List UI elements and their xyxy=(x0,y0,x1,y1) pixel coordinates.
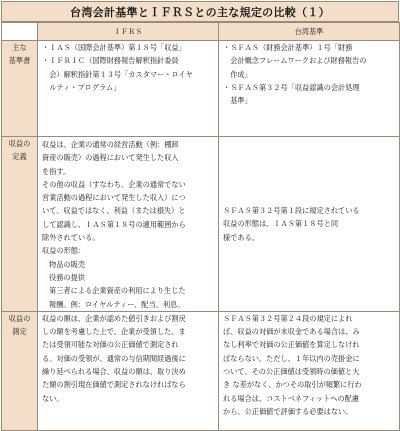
text-line: たは受領可能な対価の公正価値で測定され xyxy=(42,340,179,350)
text-line: ・ＳＦＡＳ第３２号「収益認識の会計処理 xyxy=(223,82,360,92)
text-line: き な差がなく、かつその取引が頻繁に行わ xyxy=(223,380,362,390)
text-line: 役務の提供 xyxy=(49,272,85,282)
text-line: 会計概念フレームワークおよび財務報告の xyxy=(223,56,367,66)
text-line: 収益の形態は、ＩＡＳ第１８号と同 xyxy=(223,219,339,229)
text-line: 基準」 xyxy=(223,96,252,106)
row-label-line: 基準書 xyxy=(8,56,31,66)
text-line: る。対価の受領が、通常の与信期間経過後に xyxy=(42,353,186,363)
row-label-line: 測定 xyxy=(12,327,27,337)
row-label-standards xyxy=(2,41,38,137)
table-row-definition xyxy=(2,137,400,312)
text-line: 繰り延べられる場合、収益の額は、取り決め xyxy=(42,367,186,377)
text-line: 収益の額は、企業が認めた値引きおよび割戻 xyxy=(42,313,186,323)
text-line: ＳＦＡＳ第３２号第２４段の規定によれ xyxy=(223,313,353,323)
row-label-line: 主な xyxy=(12,43,27,52)
table-header-row xyxy=(2,23,400,41)
text-line: いて、収益ではなく、利益（または損失）と xyxy=(42,206,186,216)
text-line: を指す。 xyxy=(42,166,71,176)
cell-ifrs-definition xyxy=(38,137,219,312)
text-line: 第三者による企業資産の利用により生じた xyxy=(49,286,186,296)
text-line: 作成」 xyxy=(223,69,252,79)
text-line: ・ＩＦＲＩＣ（国際財務報告解釈指針委員 xyxy=(42,56,179,66)
text-line: なし利率で対価の公正価値を算定しなけれ xyxy=(223,340,360,350)
comparison-table xyxy=(1,22,400,431)
text-line: ・ＩＡＳ（国際会計基準）第１８号「収益」 xyxy=(42,43,186,52)
text-line: 収益は、企業の通常の経営活動（例：棚卸 xyxy=(42,140,179,149)
text-line: た額の割引現在価値で測定されなければなら xyxy=(42,380,186,390)
text-line: れる場合は、コストベネフィットへの配慮 xyxy=(223,393,359,403)
text-line: 資産の販売）の過程において発生した収入 xyxy=(42,153,179,163)
text-line: ＳＦＡＳ第３２号第１段に規定されている xyxy=(223,205,360,215)
header-ifrs: ＩＦＲＳ xyxy=(38,23,219,41)
text-line: ない。 xyxy=(42,393,64,403)
text-line: ついて、その公正価値は受領時の価値と大 xyxy=(223,367,360,377)
text-line: 報酬。例：ロイヤルティー、配当、利息。 xyxy=(49,299,185,309)
cell-taiwan-standards xyxy=(219,41,400,137)
text-line: その他の収益（すなわち、企業の通常でない xyxy=(42,179,186,189)
text-line: 除外されている。 xyxy=(42,233,100,243)
row-label-line: 定義 xyxy=(12,152,27,162)
text-line: して認識し、ＩＡＳ第１８号の適用範囲から xyxy=(42,219,186,229)
header-blank-cell xyxy=(2,23,38,41)
cell-ifrs-standards xyxy=(38,41,219,137)
text-line: ・ＳＦＡＳ（財務会計基準）１号「財務 xyxy=(223,43,353,52)
text-line: から、公正価値で評価する必要はない。 xyxy=(223,406,353,416)
row-label-line: 収益の xyxy=(8,313,31,323)
row-label-line: 収益の xyxy=(8,139,31,148)
text-line: 様である。 xyxy=(223,232,259,242)
text-line: 収益の形態： xyxy=(42,246,86,256)
header-taiwan: 台湾基準 xyxy=(219,23,400,41)
text-line: 物品の販売 xyxy=(49,259,85,269)
text-line: ば、収益の対価が未収金である場合は、み xyxy=(223,327,360,337)
text-line: 会）解釈指針第１３号「カスタマー・ロイヤ xyxy=(42,69,193,79)
text-line: しの額を考慮した上で、企業が受領した、ま xyxy=(42,327,186,337)
cell-taiwan-definition xyxy=(219,137,400,312)
text-line: 営業活動の過程において発生した収入）につ xyxy=(42,193,186,203)
text-line: ばならない。ただし、１年以内の売掛金に xyxy=(223,353,360,363)
row-label-definition xyxy=(2,137,38,312)
page-title: 台湾会計基準とＩＦＲＳとの主な規定の比較（１） xyxy=(1,1,399,22)
table-row-standards xyxy=(2,41,400,137)
text-line: ルティ・プログラム」 xyxy=(42,82,121,92)
